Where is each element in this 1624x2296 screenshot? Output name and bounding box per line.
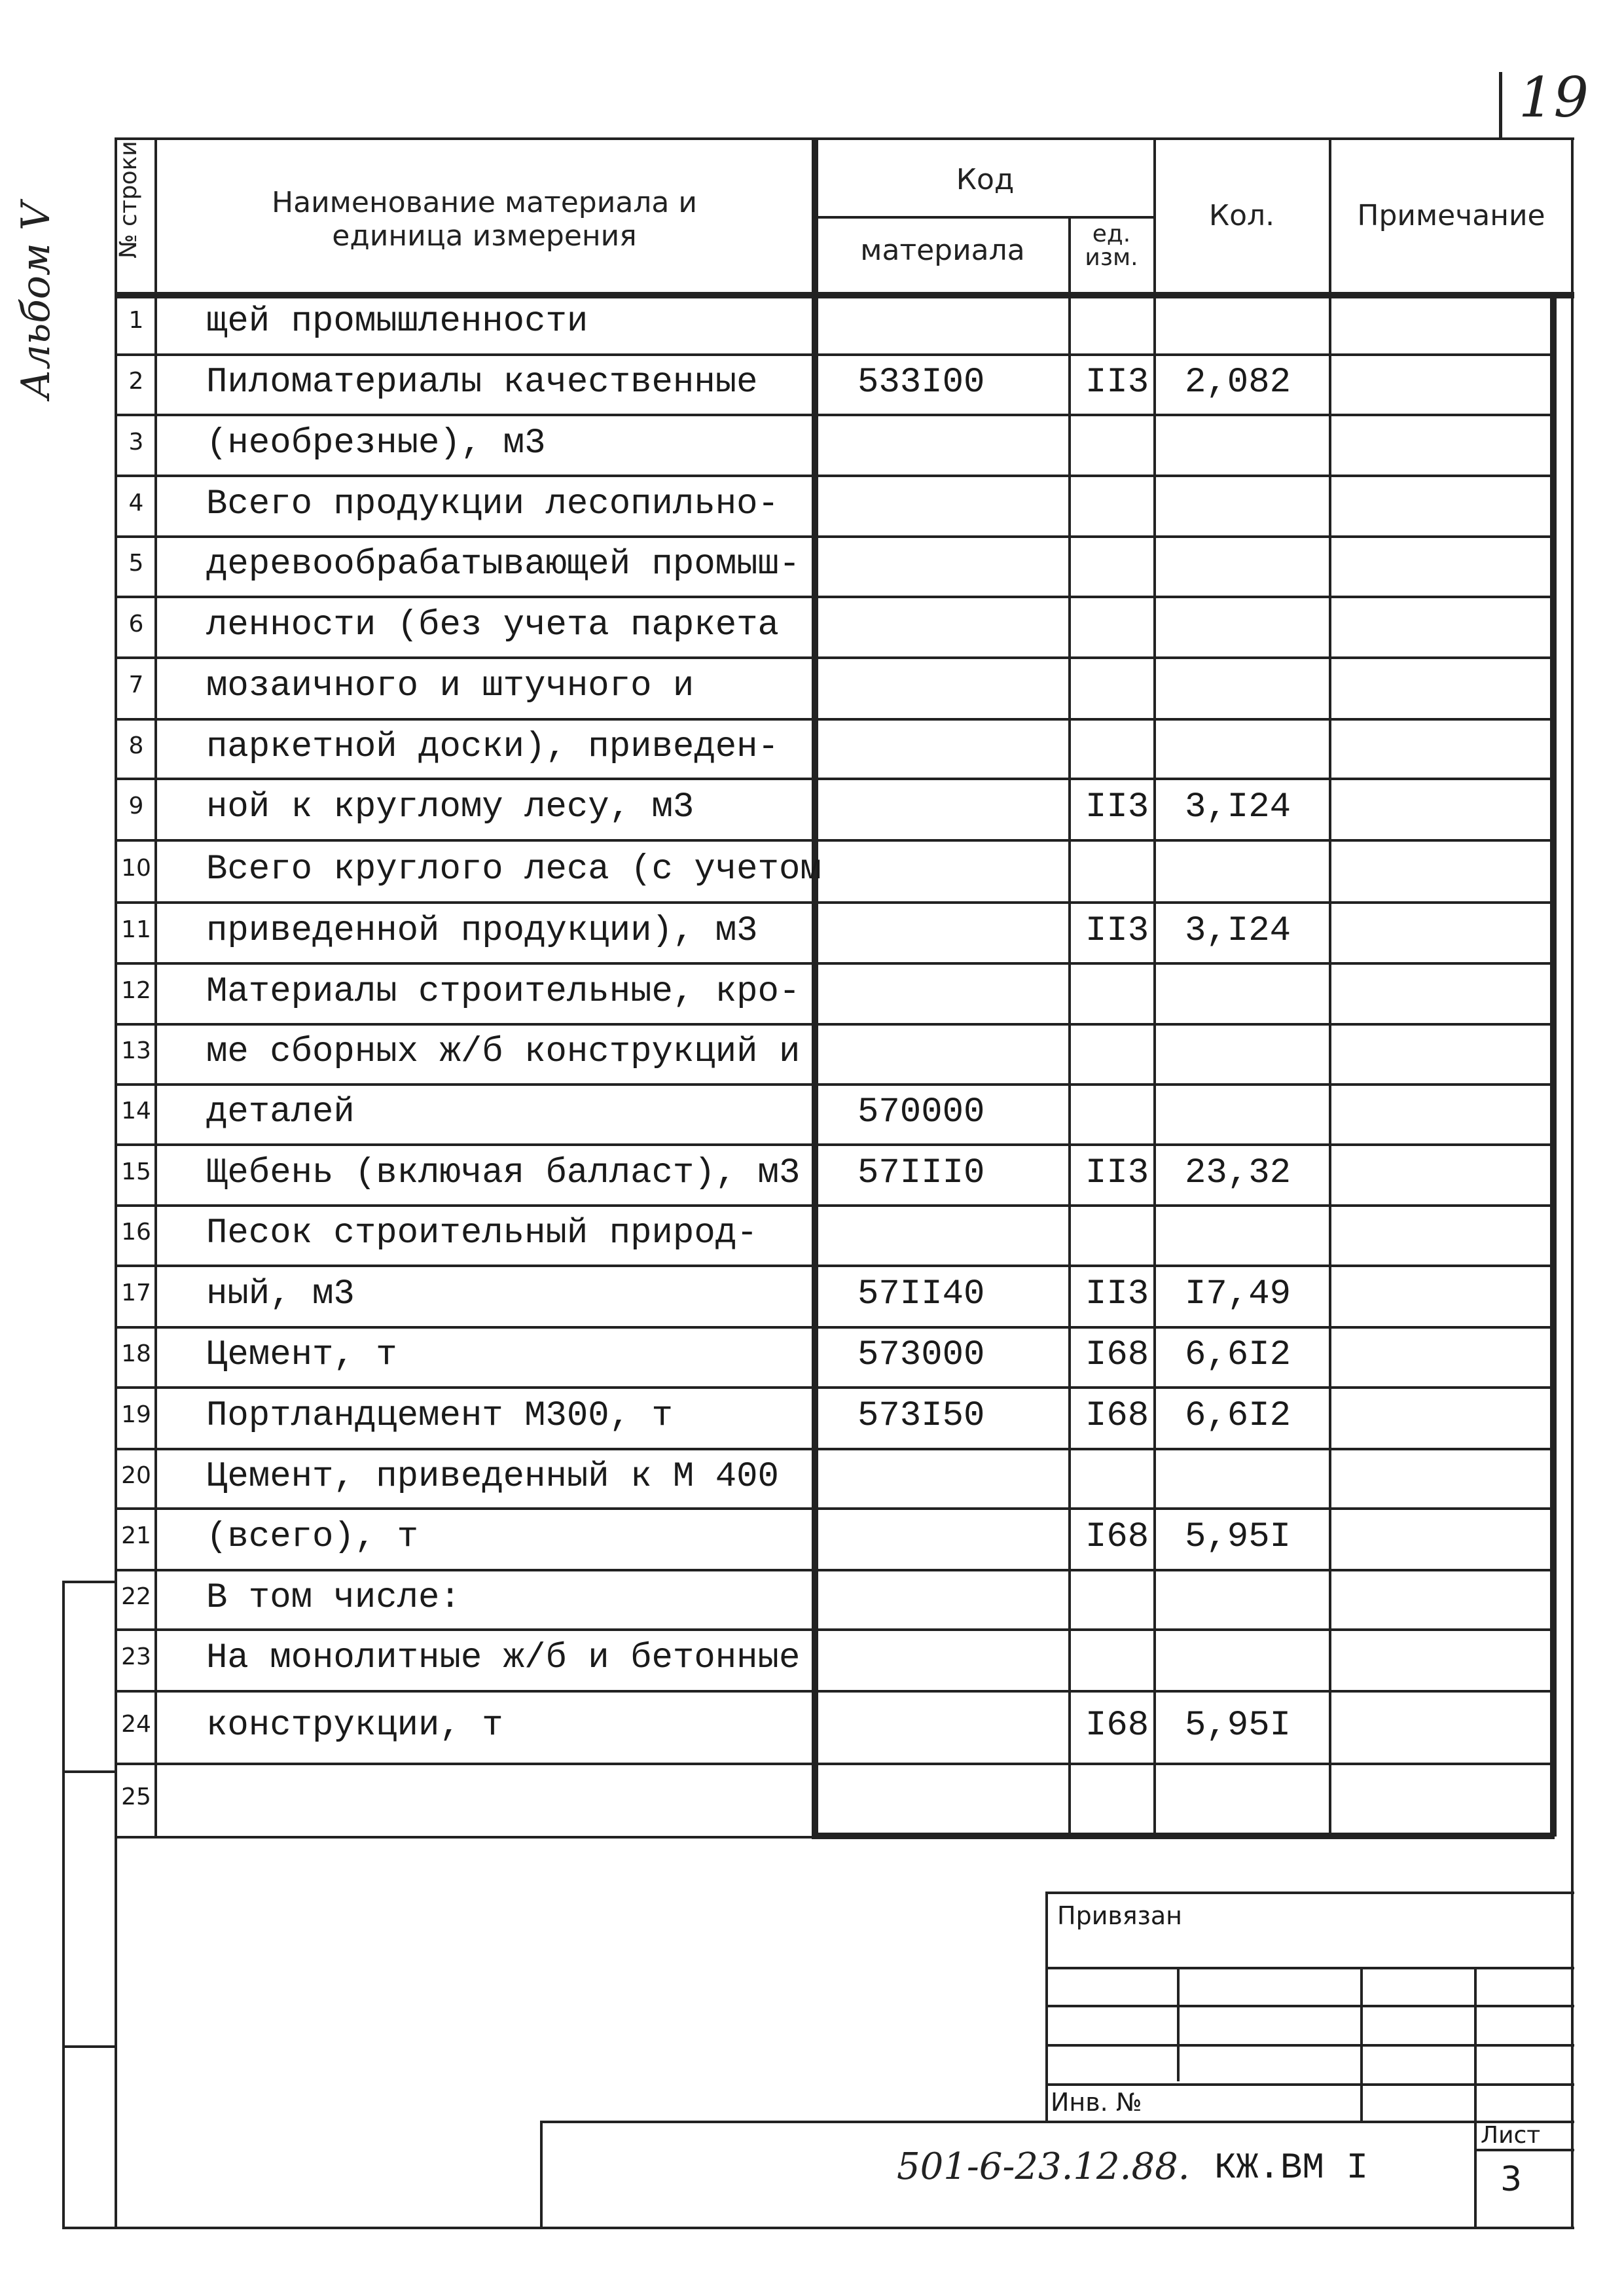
- row-number: 15: [121, 1158, 151, 1185]
- document-mark: КЖ.ВМ I: [1214, 2147, 1369, 2189]
- row-number: 5: [128, 550, 144, 577]
- row-material-code: 573I50: [857, 1396, 985, 1436]
- row-number: 11: [121, 916, 151, 943]
- row-material-code: 57II40: [857, 1274, 985, 1314]
- row-unit-code: II3: [1085, 1153, 1149, 1193]
- row-name: ной к круглому лесу, м3: [206, 787, 695, 827]
- row-name: ме сборных ж/б конструкций и: [206, 1032, 801, 1072]
- sheet-number: 3: [1500, 2160, 1523, 2199]
- header-qty: Кол.: [1208, 199, 1275, 232]
- row-number: 13: [121, 1037, 151, 1064]
- row-unit-code: I68: [1085, 1705, 1149, 1746]
- row-number: 8: [128, 732, 144, 759]
- row-name: Всего круглого леса (с учетом: [206, 849, 821, 889]
- row-name: приведенной продукции), м3: [206, 910, 758, 951]
- row-number: 7: [128, 672, 144, 698]
- header-unit: ед. изм.: [1085, 221, 1138, 271]
- row-unit-code: II3: [1085, 787, 1149, 827]
- row-quantity: I7,49: [1185, 1274, 1291, 1314]
- row-name: конструкции, т: [206, 1705, 503, 1746]
- document-code: 501-6-23.12.88.: [897, 2145, 1190, 2188]
- inv-no-label: Инв. №: [1051, 2088, 1142, 2117]
- row-number: 25: [121, 1784, 151, 1810]
- row-number: 4: [128, 489, 144, 516]
- row-number: 9: [128, 793, 144, 819]
- row-name: (необрезные), м3: [206, 423, 546, 463]
- header-name: Наименование материала и единица измерения: [272, 186, 697, 253]
- row-number: 24: [121, 1710, 151, 1738]
- row-number: 2: [128, 368, 144, 395]
- row-quantity: 2,082: [1185, 363, 1291, 403]
- row-name: Цемент, приведенный к М 400: [206, 1456, 779, 1497]
- header-material: материала: [860, 234, 1025, 267]
- row-number: 21: [121, 1522, 151, 1549]
- row-name: деревообрабатывающей промыш-: [206, 545, 801, 584]
- row-quantity: 5,95I: [1185, 1517, 1291, 1557]
- row-number: 10: [121, 854, 151, 882]
- row-name: ленности (без учета паркета: [206, 605, 779, 645]
- row-number: 20: [121, 1462, 151, 1489]
- row-number: 18: [121, 1340, 151, 1367]
- row-name: Материалы строительные, кро-: [206, 971, 801, 1012]
- row-name: мозаичного и штучного и: [206, 666, 695, 706]
- row-name: Пиломатериалы качественные: [206, 363, 758, 403]
- album-note: Альбом V: [13, 202, 59, 399]
- row-name: (всего), т: [206, 1517, 419, 1557]
- row-name: паркетной доски), приведен-: [206, 726, 779, 767]
- row-number: 16: [121, 1219, 151, 1246]
- row-name: щей промышленности: [206, 302, 588, 342]
- sheet-label: Лист: [1481, 2122, 1541, 2149]
- row-name: На монолитные ж/б и бетонные: [206, 1638, 801, 1678]
- row-number: 6: [128, 610, 144, 637]
- row-quantity: 5,95I: [1185, 1705, 1291, 1746]
- row-unit-code: II3: [1085, 1274, 1149, 1314]
- row-material-code: 533I00: [857, 363, 985, 403]
- row-name: ный, м3: [206, 1274, 355, 1314]
- row-name: Песок строительный природ-: [206, 1213, 758, 1253]
- row-material-code: 57III0: [857, 1153, 985, 1193]
- page-number-text: 19: [1519, 65, 1589, 130]
- attached-label: Привязан: [1057, 1901, 1182, 1930]
- row-unit-code: I68: [1085, 1517, 1149, 1557]
- row-unit-code: II3: [1085, 363, 1149, 403]
- row-name: Всего продукции лесопильно-: [206, 484, 779, 524]
- row-name: В том числе:: [206, 1577, 461, 1618]
- header-code: Код: [956, 163, 1015, 196]
- row-name: Цемент, т: [206, 1335, 397, 1375]
- header-note: Примечание: [1357, 199, 1545, 232]
- row-number: 23: [121, 1643, 151, 1670]
- header-row-no: № строки: [115, 141, 142, 259]
- row-number: 19: [121, 1401, 151, 1428]
- row-quantity: 3,I24: [1185, 910, 1291, 951]
- row-quantity: 3,I24: [1185, 787, 1291, 827]
- row-name: Портландцемент М300, т: [206, 1396, 673, 1436]
- row-number: 3: [128, 428, 144, 456]
- row-quantity: 6,6I2: [1185, 1396, 1291, 1436]
- row-number: 12: [121, 977, 151, 1004]
- row-name: деталей: [206, 1092, 355, 1132]
- row-number: 1: [128, 307, 144, 334]
- row-number: 14: [121, 1098, 151, 1124]
- row-quantity: 23,32: [1185, 1153, 1291, 1193]
- row-unit-code: I68: [1085, 1396, 1149, 1436]
- row-number: 22: [121, 1583, 151, 1610]
- row-material-code: 573000: [857, 1335, 985, 1375]
- row-unit-code: II3: [1085, 910, 1149, 951]
- row-quantity: 6,6I2: [1185, 1335, 1291, 1375]
- row-unit-code: I68: [1085, 1335, 1149, 1375]
- row-material-code: 570000: [857, 1092, 985, 1132]
- row-number: 17: [121, 1280, 151, 1306]
- row-name: Щебень (включая балласт), м3: [206, 1153, 801, 1193]
